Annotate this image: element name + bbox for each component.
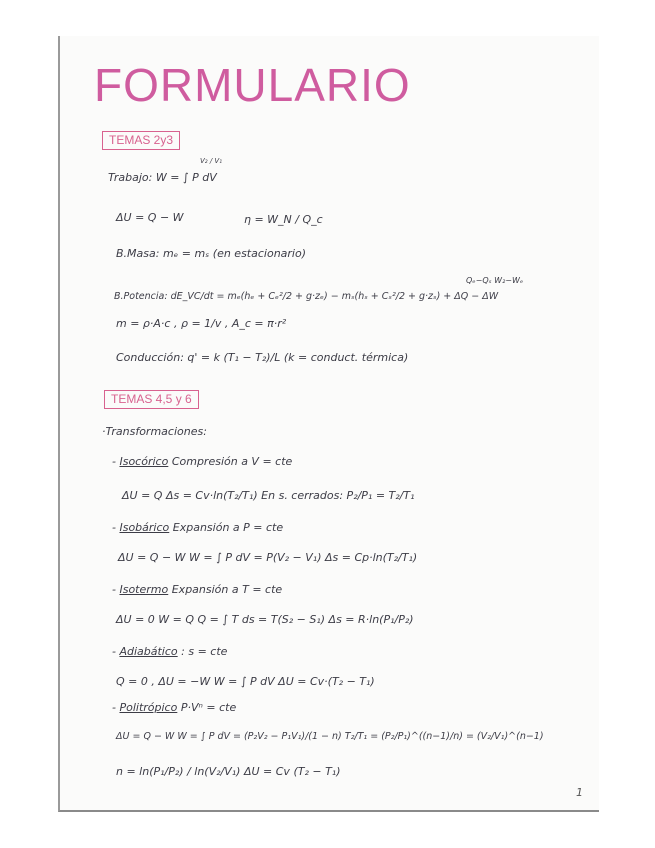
adiabatico-title: Adiabático	[119, 645, 178, 658]
isocorico-line: - Isocórico Compresión a V = cte	[112, 455, 293, 468]
politropico-desc: P·Vⁿ = cte	[180, 701, 237, 714]
energy-balance: ΔU = Q − W	[116, 211, 184, 224]
trabajo-limits: V₂ / V₁	[200, 157, 222, 165]
efficiency-formula: η = W_N / Q_c	[244, 213, 323, 226]
isocorico-desc: Compresión a V = cte	[171, 455, 293, 468]
isocorico-equations: ΔU = Q Δs = Cv·ln(T₂/T₁) En s. cerrados: P₂/P₁ = T₂/T₁	[122, 489, 415, 502]
isotermo-title: Isotermo	[119, 583, 169, 596]
politropico-equations-1: ΔU = Q − W W = ∫ P dV = (P₂V₂ − P₁V₁)/(1 − n) T₂/T₁ = (P₂/P₁)^((n−1)/n) = (V₂/V₁)^(n−1)	[116, 731, 544, 742]
flow-relations: m = ρ·A·c , ρ = 1/v , A_c = π·r²	[116, 317, 287, 330]
politropico-title: Politrópico	[119, 701, 178, 714]
adiabatico-equations: Q = 0 , ΔU = −W W = ∫ P dV ΔU = Cv·(T₂ − T₁)	[116, 675, 375, 688]
isobarico-desc: Expansión a P = cte	[172, 521, 284, 534]
page-number: 1	[576, 786, 583, 799]
politropico-line: - Politrópico P·Vⁿ = cte	[112, 701, 237, 714]
mass-balance: B.Masa: mₑ = mₛ (en estacionario)	[116, 247, 307, 260]
isocorico-title: Isocórico	[119, 455, 169, 468]
section-temas-2-3: TEMAS 2y3	[102, 131, 180, 150]
politropico-equations-2: n = ln(P₁/P₂) / ln(V₂/V₁) ΔU = Cv (T₂ − T₁)	[116, 765, 341, 778]
isobarico-equations: ΔU = Q − W W = ∫ P dV = P(V₂ − V₁) Δs = Cp·ln(T₂/T₁)	[118, 551, 418, 564]
isotermo-equations: ΔU = 0 W = Q Q = ∫ T ds = T(S₂ − S₁) Δs = R·ln(P₁/P₂)	[116, 613, 414, 626]
page-title: FORMULARIO	[94, 59, 411, 111]
section-temas-4-5-6: TEMAS 4,5 y 6	[104, 390, 199, 409]
adiabatico-desc: s = cte	[188, 645, 228, 658]
isobarico-line: - Isobárico Expansión a P = cte	[112, 521, 284, 534]
power-balance-annotation: Qₑ−Qₛ W₂−Wₑ	[466, 276, 524, 285]
conduction-formula: Conducción: q' = k (T₁ − T₂)/L (k = conduct. térmica)	[116, 351, 409, 364]
isotermo-desc: Expansión a T = cte	[171, 583, 283, 596]
adiabatico-line: - Adiabático : s = cte	[112, 645, 228, 658]
paper-sheet	[58, 36, 599, 812]
transformaciones-heading: ·Transformaciones:	[102, 425, 207, 438]
isobarico-title: Isobárico	[119, 521, 170, 534]
trabajo-formula: Trabajo: W = ∫ P dV	[108, 171, 217, 184]
isotermo-line: - Isotermo Expansión a T = cte	[112, 583, 283, 596]
power-balance: B.Potencia: dE_VC/dt = mₑ(hₑ + Cₑ²/2 + g·zₑ) − mₛ(hₛ + Cₛ²/2 + g·zₛ) + ΔQ − ΔW	[114, 291, 499, 302]
